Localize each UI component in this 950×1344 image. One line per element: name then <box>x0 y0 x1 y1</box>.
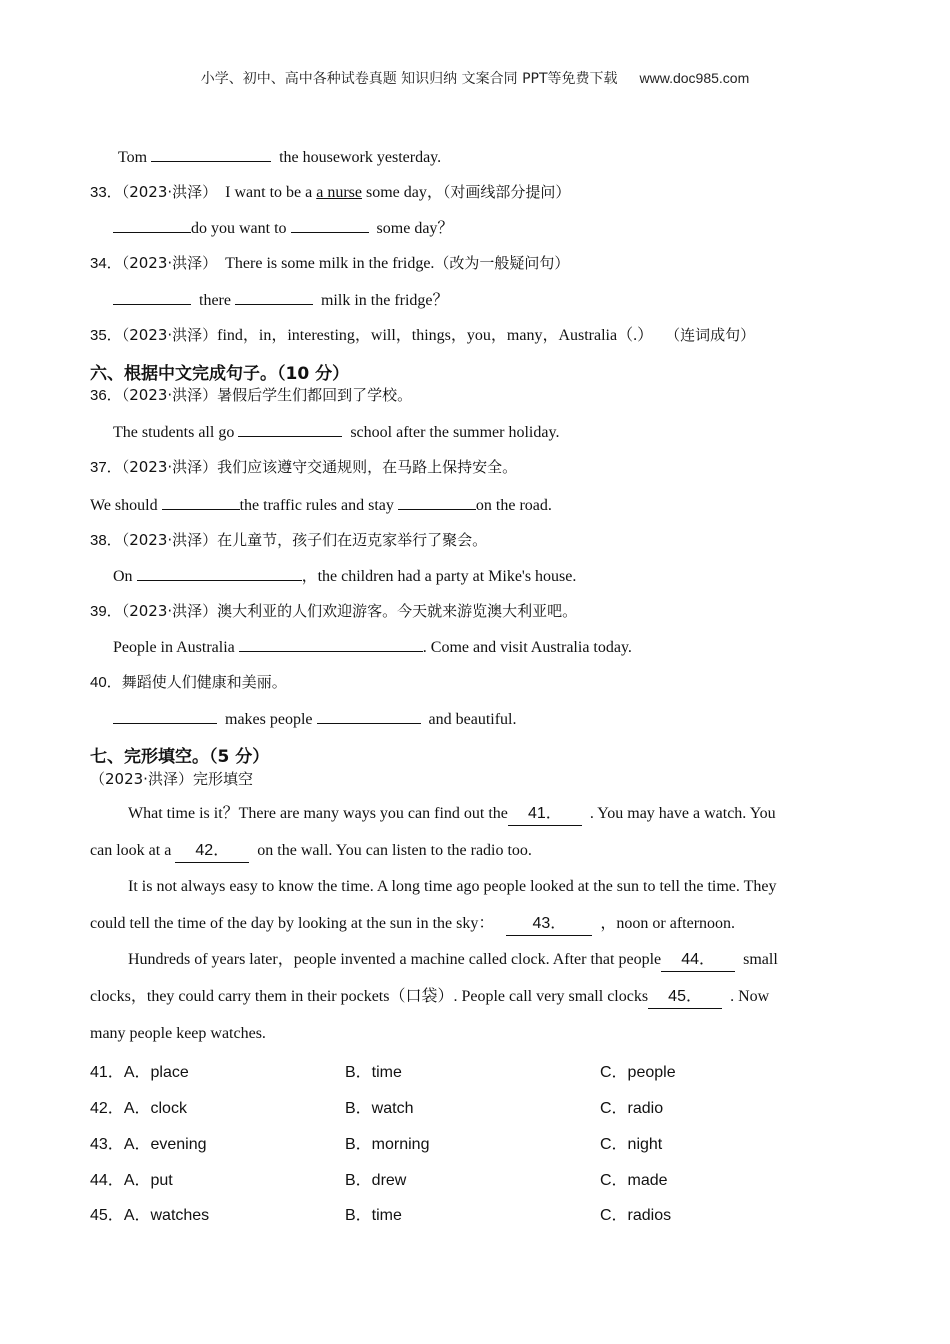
q37-text-b: the traffic rules and stay <box>239 497 394 514</box>
answer-blank[interactable] <box>151 145 271 162</box>
option-number: 45． <box>90 1207 124 1224</box>
option-a[interactable]: A．put <box>123 1172 173 1189</box>
question-source: （2023·洪泽） <box>121 386 218 404</box>
q33-answer-text-b: some day？ <box>376 220 454 237</box>
option-row-45 <box>90 1202 209 1225</box>
q40-text-b: and beautiful. <box>428 711 517 728</box>
option-a[interactable]: A．evening <box>123 1136 207 1153</box>
q34-answer-line <box>113 288 449 312</box>
passage-text: ，noon or afternoon. <box>600 915 736 932</box>
passage-line-7 <box>90 1023 266 1045</box>
option-a[interactable]: A．watches <box>123 1207 210 1224</box>
q35-text: find，in，interesting，will，things，you，many，Australia（.） <box>217 327 654 344</box>
q38-answer-line <box>113 564 576 588</box>
passage-line-4 <box>90 913 735 936</box>
passage-text: Hundreds of years later，people invented a machine called clock. After that people <box>128 951 662 968</box>
q40-text-a: makes people <box>225 711 313 728</box>
question-number: 33． <box>90 184 122 201</box>
passage-text: many people keep watches. <box>90 1025 266 1042</box>
option-c[interactable]: C．night <box>600 1136 663 1153</box>
q36-chinese: 暑假后学生们都回到了学校。 <box>217 386 413 404</box>
option-c[interactable]: C．radios <box>600 1207 672 1224</box>
q34-answer-text-b: milk in the fridge？ <box>320 292 449 309</box>
question-source: （2023·洪泽） <box>121 326 218 344</box>
question-40 <box>90 671 287 694</box>
answer-blank[interactable] <box>113 707 217 724</box>
passage-text: clocks，they could carry them in their pockets（口袋）. People call very small clocks <box>90 988 649 1005</box>
question-source: （2023·洪泽） <box>121 458 218 476</box>
answer-blank[interactable] <box>239 635 423 652</box>
q37-text-a: We should <box>90 497 158 514</box>
q38-chinese: 在儿童节，孩子们在迈克家举行了聚会。 <box>217 531 488 549</box>
cloze-blank-42[interactable]: 42． <box>175 840 249 863</box>
passage-line-2 <box>90 840 532 863</box>
question-source: （2023·洪泽） <box>121 254 218 272</box>
cloze-blank-45[interactable]: 45． <box>648 986 722 1009</box>
q34-text: There is some milk in the fridge. <box>225 255 435 272</box>
question-source: （2023·洪泽） <box>121 531 218 549</box>
passage-line-3 <box>128 876 776 898</box>
q40-chinese: 舞蹈使人们健康和美丽。 <box>121 673 287 691</box>
passage-line-5 <box>128 949 778 972</box>
question-37 <box>90 456 517 479</box>
answer-blank[interactable] <box>238 420 342 437</box>
passage-text: It is not always easy to know the time. A long time ago people looked at the sun to tell the time. They <box>128 878 777 895</box>
header-url: www.doc985.com <box>639 70 750 86</box>
answer-blank[interactable] <box>398 493 476 510</box>
passage-text: small <box>743 951 778 968</box>
q32-text-a: Tom <box>118 149 148 166</box>
q33-text-b: some day， <box>361 184 443 201</box>
q37-text-c: on the road. <box>475 497 552 514</box>
question-number: 38． <box>90 532 122 549</box>
answer-blank[interactable] <box>235 288 313 305</box>
q33-text-a: I want to be a <box>225 184 317 201</box>
question-number: 39． <box>90 603 122 620</box>
passage-text: . You may have a watch. You <box>589 805 776 822</box>
option-number: 44． <box>90 1172 124 1189</box>
question-number: 36． <box>90 387 122 404</box>
q36-text-b: school after the summer holiday. <box>350 424 560 441</box>
answer-blank[interactable] <box>137 564 302 581</box>
answer-blank[interactable] <box>113 216 191 233</box>
option-c[interactable]: C．radio <box>600 1100 664 1117</box>
section-6-heading: 六、根据中文完成句子。（10 分） <box>90 364 350 384</box>
answer-blank[interactable] <box>113 288 191 305</box>
option-a[interactable]: A．clock <box>123 1100 187 1117</box>
q39-text-b: . Come and visit Australia today. <box>422 639 632 656</box>
q36-answer-line <box>113 420 559 444</box>
option-number: 43． <box>90 1136 124 1153</box>
question-35 <box>90 324 755 347</box>
option-number: 42． <box>90 1100 124 1117</box>
passage-line-1 <box>128 803 776 826</box>
q35-task: （连词成句） <box>665 326 756 344</box>
cloze-blank-41[interactable]: 41． <box>508 803 582 826</box>
option-b[interactable]: B．morning <box>345 1136 430 1153</box>
question-number: 35． <box>90 327 122 344</box>
q36-text-a: The students all go <box>113 424 235 441</box>
answer-blank[interactable] <box>317 707 421 724</box>
option-row-44 <box>90 1167 173 1190</box>
page-header <box>0 68 950 88</box>
q40-answer-line <box>113 707 517 731</box>
option-a[interactable]: A．place <box>123 1064 189 1081</box>
answer-blank[interactable] <box>162 493 240 510</box>
option-b[interactable]: B．drew <box>345 1172 407 1189</box>
passage-text: can look at a <box>90 842 172 859</box>
cloze-blank-43[interactable]: 43． <box>506 913 592 936</box>
question-number: 37． <box>90 459 122 476</box>
q38-text-b: ，the children had a party at Mike's house. <box>301 568 577 585</box>
q38-text-a: On <box>113 568 133 585</box>
passage-text: . Now <box>730 988 770 1005</box>
q39-answer-line <box>113 635 632 659</box>
option-row-42 <box>90 1095 187 1118</box>
question-source: （2023·洪泽） <box>121 602 218 620</box>
passage-text: could tell the time of the day by looking at the sun in the sky： <box>90 915 495 932</box>
q37-chinese: 我们应该遵守交通规则，在马路上保持安全。 <box>217 458 518 476</box>
question-39 <box>90 600 577 623</box>
passage-text: What time is it？There are many ways you can find out the <box>128 805 508 822</box>
q33-task: （对画线部分提问） <box>442 183 571 201</box>
option-c[interactable]: C．people <box>600 1064 676 1081</box>
q32-text-b: the housework yesterday. <box>279 149 442 166</box>
question-number: 40． <box>90 674 122 691</box>
section-7-heading: 七、完形填空。（5 分） <box>90 747 270 767</box>
question-38 <box>90 529 487 552</box>
question-36 <box>90 384 412 407</box>
option-number: 41． <box>90 1064 124 1081</box>
passage-line-6 <box>90 986 769 1009</box>
q33-underlined: a nurse <box>316 184 362 201</box>
option-b[interactable]: B．time <box>345 1207 402 1224</box>
answer-blank[interactable] <box>291 216 369 233</box>
q39-chinese: 澳大利亚的人们欢迎游客。今天就来游览澳大利亚吧。 <box>217 602 578 620</box>
q34-task: （改为一般疑问句） <box>434 254 570 272</box>
question-source: （2023·洪泽） <box>121 183 218 201</box>
passage-text: on the wall. You can listen to the radio too. <box>257 842 532 859</box>
q33-answer-text-a: do you want to <box>191 220 287 237</box>
option-b[interactable]: B．watch <box>345 1100 414 1117</box>
q34-answer-text-a: there <box>199 292 231 309</box>
q33-answer-line <box>113 216 453 240</box>
option-c[interactable]: C．made <box>600 1172 668 1189</box>
cloze-source: （2023·洪泽）完形填空 <box>90 770 253 788</box>
option-row-43 <box>90 1131 207 1154</box>
question-33 <box>90 181 570 204</box>
q32-answer-line <box>118 145 441 169</box>
q37-answer-line <box>90 493 552 517</box>
question-number: 34． <box>90 255 122 272</box>
cloze-blank-44[interactable]: 44． <box>661 949 735 972</box>
header-text: 小学、初中、高中各种试卷真题 知识归纳 文案合同 PPT等免费下载 <box>200 71 618 87</box>
question-34 <box>90 252 569 275</box>
q39-text-a: People in Australia <box>113 639 235 656</box>
option-row-41 <box>90 1059 189 1082</box>
option-b[interactable]: B．time <box>345 1064 402 1081</box>
